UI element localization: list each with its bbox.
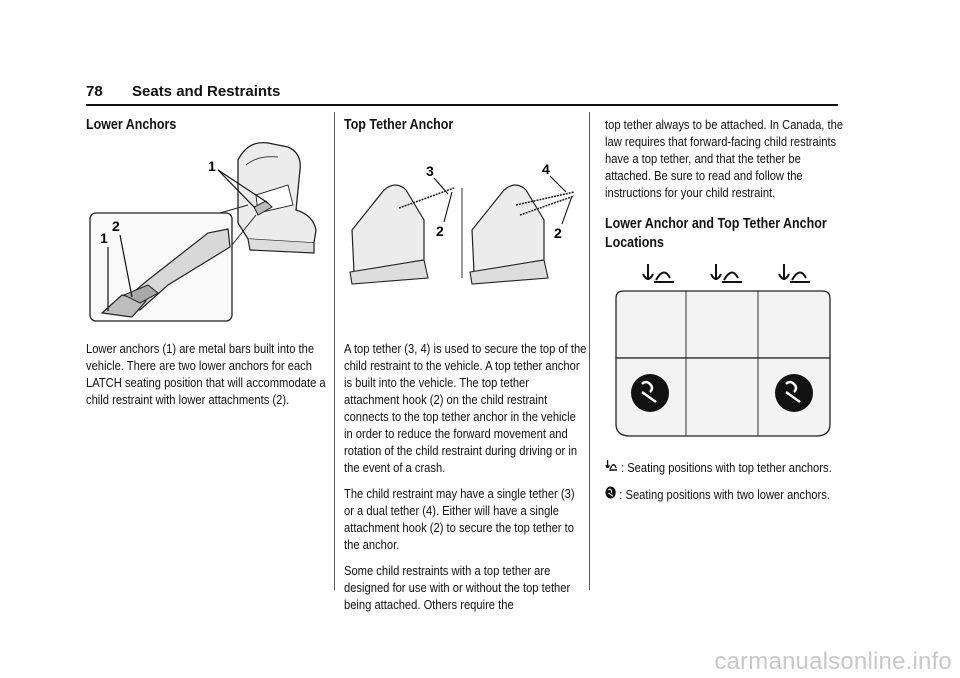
lower-anchor-callout-1b: 1: [100, 230, 108, 246]
heading-lower-anchors: Lower Anchors: [86, 117, 177, 133]
top-tether-paragraph-1: A top tether (3, 4) is used to secure the top of the child restraint to the vehicle. A top tether anchor is built into the vehicle. The top tether attachment hook (2) on the child restraint connects to the top tether anchor in the vehicle in order to reduce the forward movement and rotation of the child restraint during driving or in the event of a crash.: [344, 341, 587, 475]
column-divider-1: [334, 112, 335, 590]
lower-anchor-icon: [605, 486, 616, 499]
watermark: carmanualsonline.info: [714, 648, 952, 675]
top-tether-paragraph-3: Some child restraints with a top tether are designed for use with or without the top tether being attached. Others require the: [344, 563, 571, 612]
page-number: 78: [86, 83, 103, 100]
column-2-text: [344, 340, 587, 622]
column-divider-2: [589, 112, 590, 590]
column-2: [344, 116, 587, 143]
heading-anchor-locations: Lower Anchor and Top Tether Anchor Locations: [605, 216, 827, 251]
column-3-legend: [605, 458, 848, 512]
legend-tether-text: : Seating positions with top tether anchors.: [617, 460, 832, 475]
tether-callout-3: 3: [426, 163, 434, 179]
footer: [0, 638, 960, 678]
column-3: [605, 116, 848, 261]
top-tether-paragraph-2: The child restraint may have a single tether (3) or a dual tether (4). Either will have a single attachment hook (2) to secure the top tether to the anchor.: [344, 486, 575, 552]
legend-lower: [605, 485, 848, 503]
header-rule: [86, 104, 838, 106]
legend-lower-text: : Seating positions with two lower anchors.: [616, 487, 830, 502]
lower-anchor-callout-2: 2: [112, 218, 120, 234]
seat-locations-figure: [612, 258, 834, 440]
tether-callout-4: 4: [542, 161, 550, 177]
tether-continued-paragraph: top tether always to be attached. In Canada, the law requires that forward-facing child restraints have a top tether, and that the tether be attached. Be sure to read and follow the instructions for your child restraint.: [605, 117, 844, 200]
tether-anchor-icon: [711, 264, 742, 282]
lower-anchor-callout-1a: 1: [208, 158, 216, 174]
lower-anchors-paragraph: Lower anchors (1) are metal bars built into the vehicle. There are two lower anchors for each LATCH seating position that will accommodate a child restraint with lower attachments (2).: [86, 341, 326, 407]
tether-anchor-icon: [643, 264, 674, 282]
tether-callout-2b: 2: [554, 225, 562, 241]
top-tether-figure: [344, 160, 580, 285]
tether-anchor-icon: [779, 264, 810, 282]
lower-anchors-figure: [88, 135, 324, 325]
column-1-text: [86, 340, 329, 417]
section-title: Seats and Restraints: [132, 83, 281, 100]
tether-callout-2a: 2: [436, 223, 444, 239]
lower-anchor-icon: [775, 374, 813, 412]
tether-anchor-icon: [605, 459, 618, 472]
lower-anchor-icon: [631, 374, 669, 412]
legend-tether: [605, 458, 848, 476]
heading-top-tether-anchor: Top Tether Anchor: [344, 117, 454, 133]
